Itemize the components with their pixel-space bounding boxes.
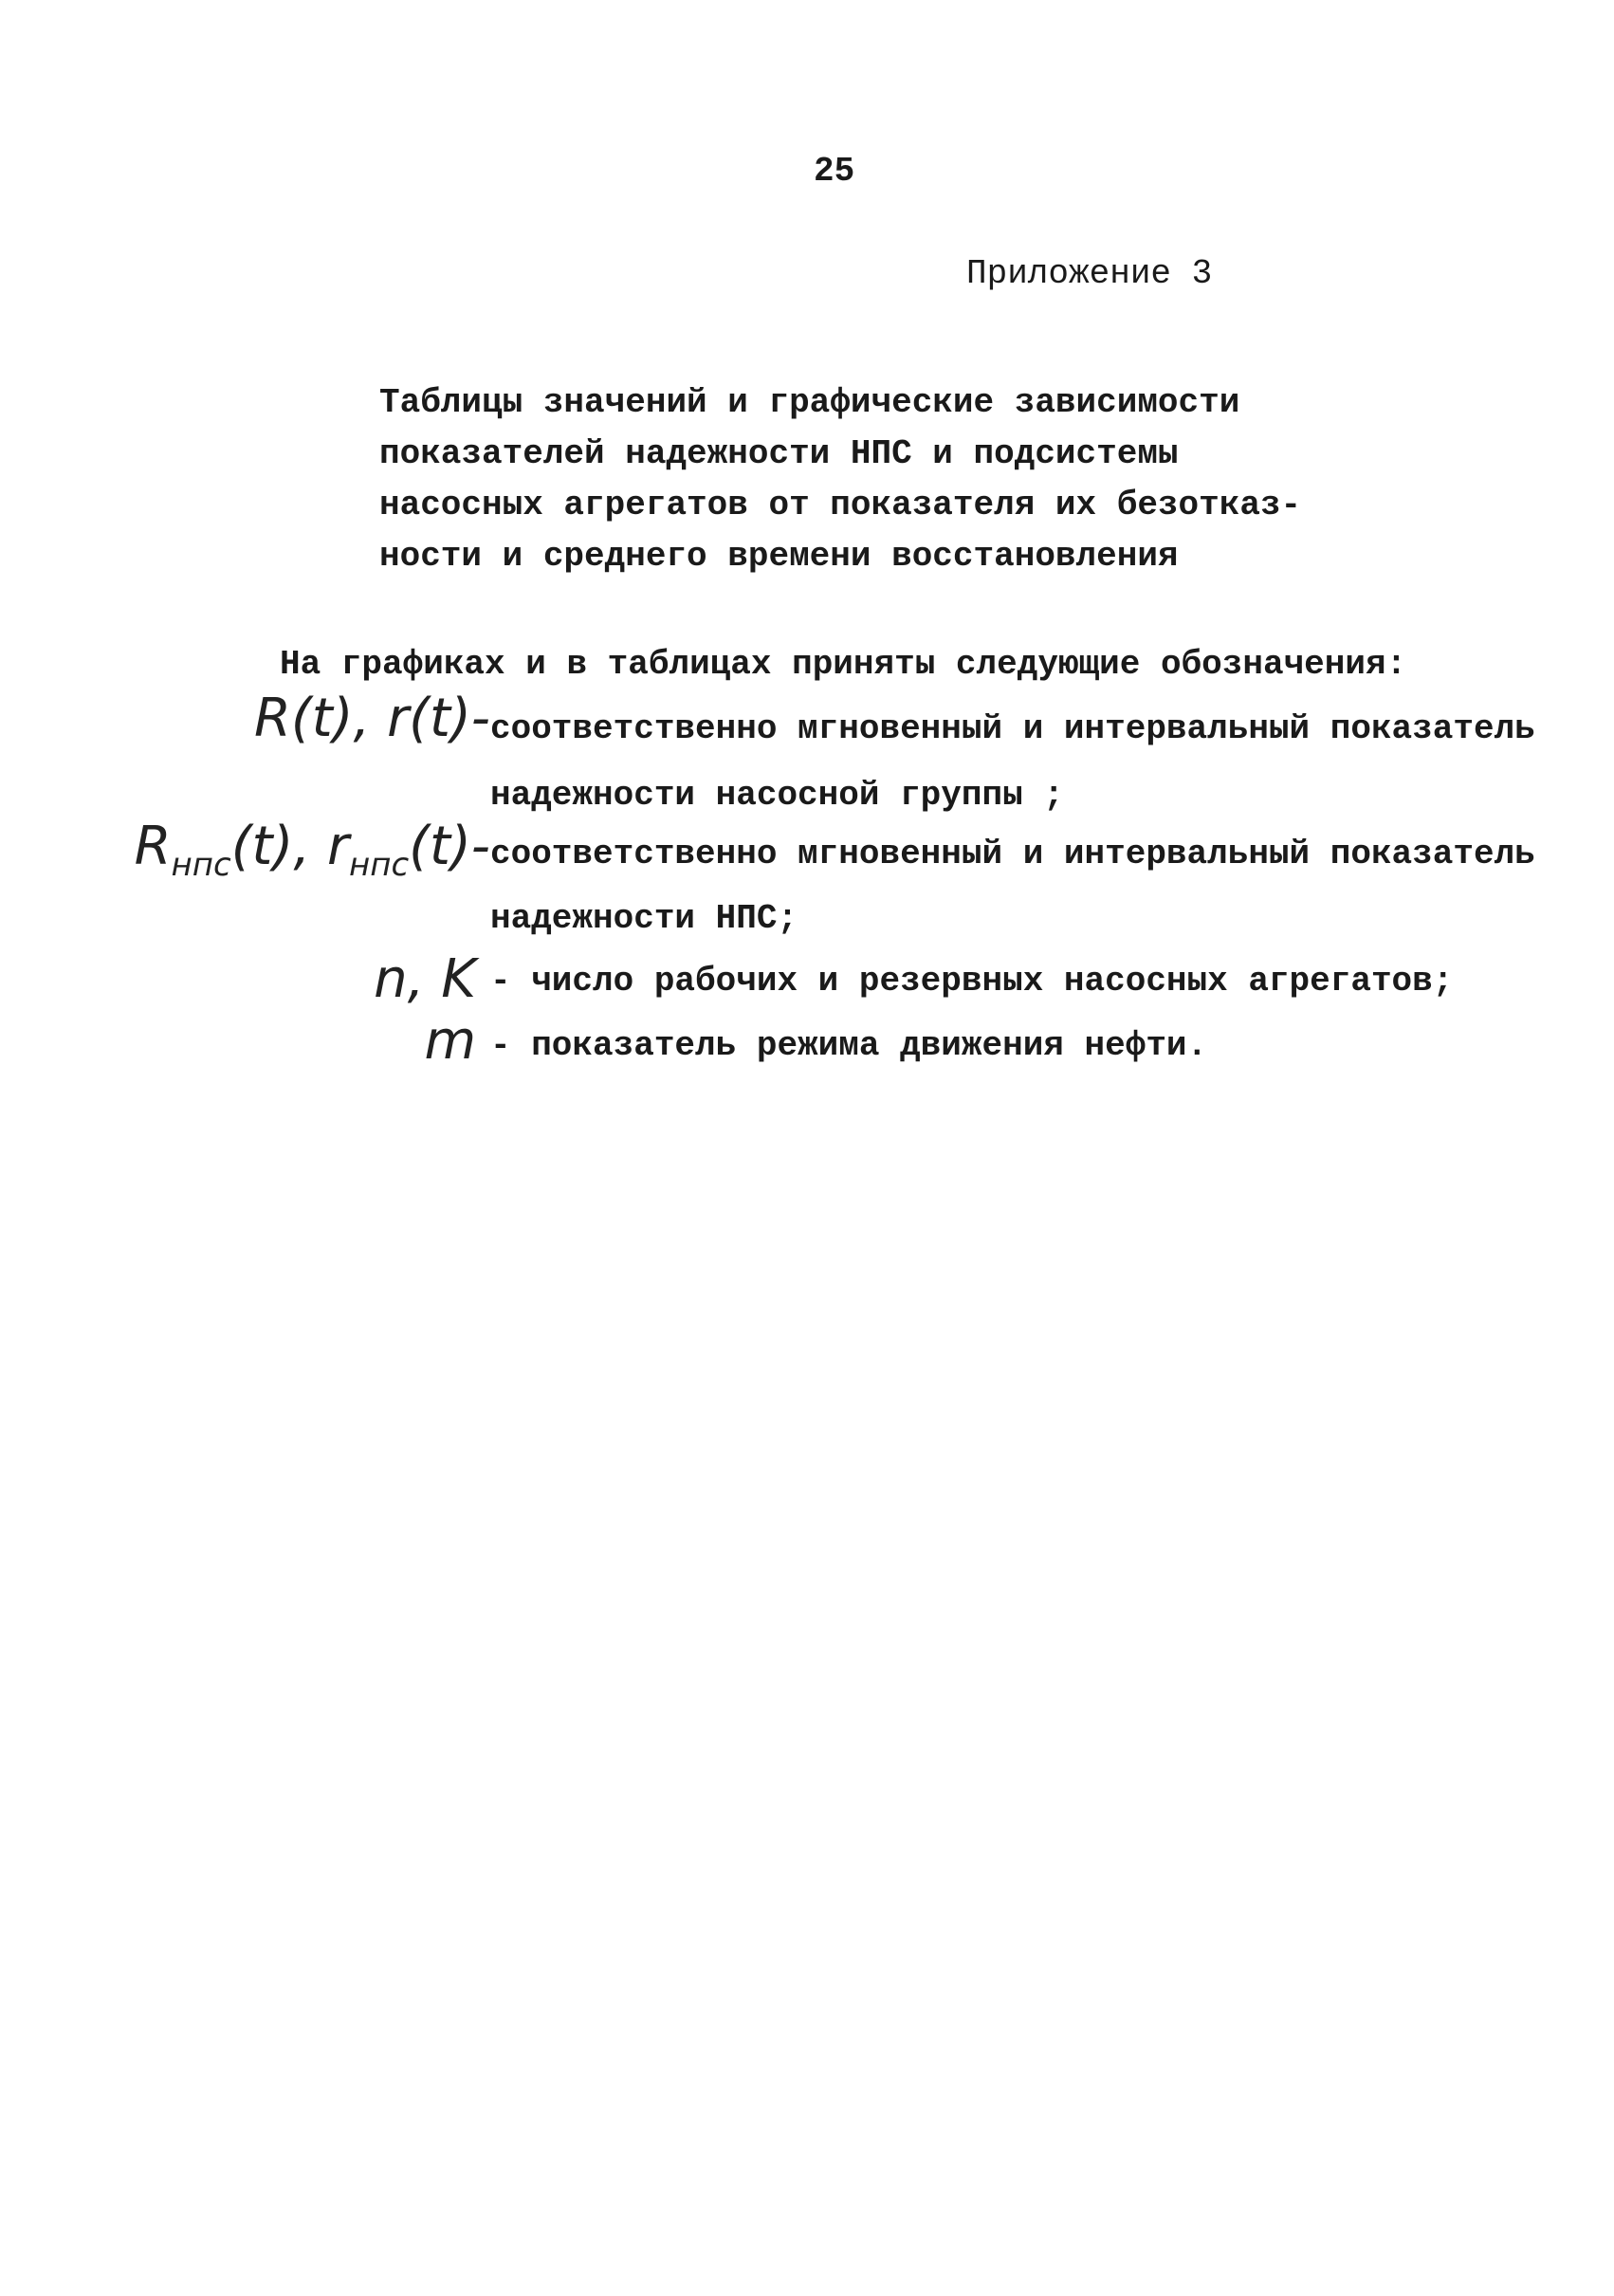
symbol-description: соответственно мгновенный и интервальный показатель [490,835,1535,873]
symbol-description: надежности насосной группы ; [490,776,1064,815]
symbol-m: m [424,1010,476,1072]
appendix-label: Приложение 3 [966,254,1213,293]
page-number: 25 [814,152,855,191]
symbol-part: (t), r [230,816,349,877]
symbol-subscript: нпс [171,846,231,884]
document-title [379,377,1301,582]
legend-intro: На графиках и в таблицах приняты следующие обозначения: [280,645,1407,684]
title-line: показателей надежности НПС и подсистемы [379,434,1179,473]
symbol-part: R [134,816,172,877]
symbol-r-nps [135,816,490,884]
symbol-n-k: n, K [374,948,476,1010]
symbol-description: - показатель режима движения нефти. [490,1026,1208,1065]
symbol-description: надежности НПС; [490,899,798,938]
symbol-subscript: нпс [348,846,410,884]
title-line: ности и среднего времени восстановления [379,537,1179,576]
symbol-r-t: R(t), r(t)- [253,688,490,749]
symbol-part: (t)- [409,816,490,877]
symbol-description: соответственно мгновенный и интервальный показатель [490,709,1535,748]
title-line: Таблицы значений и графические зависимости [379,383,1240,422]
title-line: насосных агрегатов от показателя их безотказ- [379,486,1302,524]
symbol-description: - число рабочих и резервных насосных агрегатов; [490,962,1454,1001]
